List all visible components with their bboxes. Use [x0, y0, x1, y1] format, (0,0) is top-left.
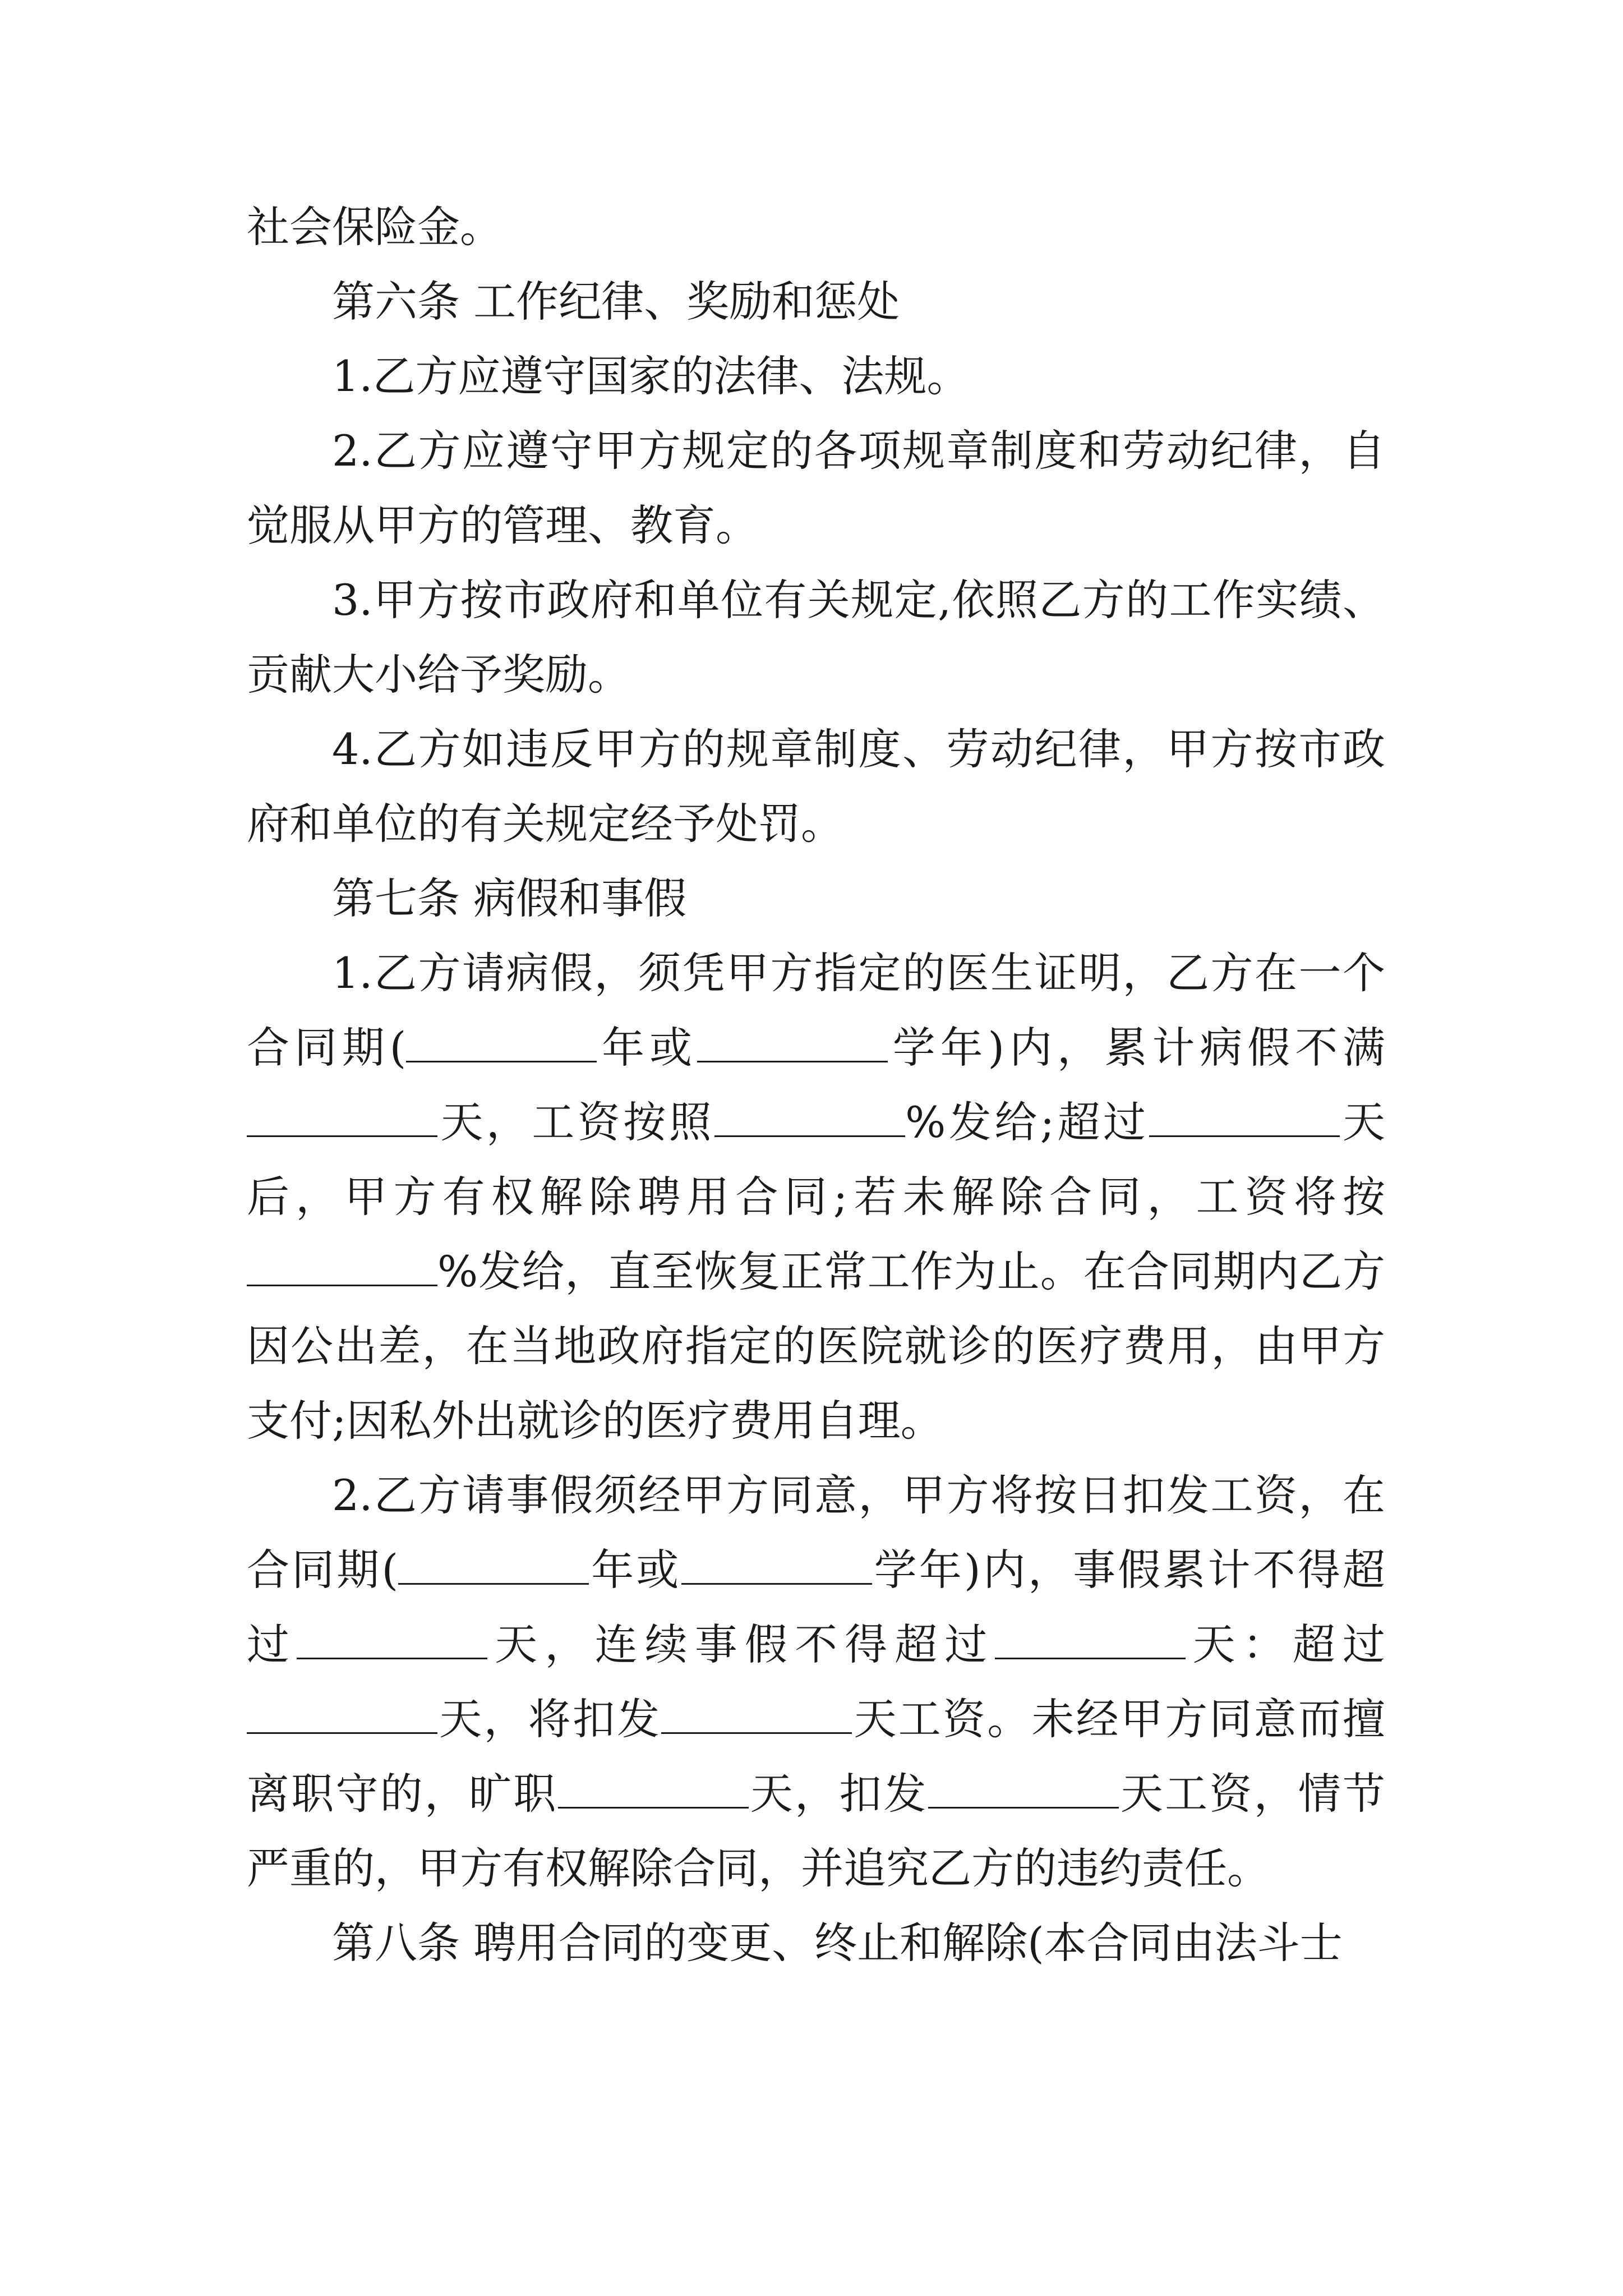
fill-in-blank[interactable]: [558, 1772, 749, 1809]
text-segment: 天，工资按照: [437, 1097, 715, 1147]
fill-in-blank[interactable]: [406, 1026, 597, 1062]
text-segment: 天工资。未经甲方同意而擅离职守的，旷职: [247, 1694, 1386, 1819]
fill-in-blank[interactable]: [297, 1623, 487, 1659]
fill-in-blank[interactable]: [247, 1250, 437, 1286]
article-7-item-1: [247, 936, 1385, 1458]
text-segment: 学年)内，累计病假不满: [887, 1023, 1385, 1073]
fill-in-blank[interactable]: [1149, 1101, 1340, 1137]
text-segment: 天，扣发: [748, 1769, 928, 1819]
text-segment: 2.乙方请事假须经甲方同意，甲方将按日扣发工资，在合同期(: [247, 1470, 1385, 1595]
fill-in-blank[interactable]: [714, 1101, 905, 1137]
fill-in-blank[interactable]: [398, 1548, 589, 1585]
article-6-heading: 第六条 工作纪律、奖励和惩处: [332, 277, 900, 326]
text-segment: 学年)内，事假累计不得超过: [247, 1545, 1386, 1669]
text-segment: 年或: [597, 1023, 697, 1073]
paragraph-continuation: 社会保险金。: [247, 202, 502, 252]
article-6-item-2: 2.乙方应遵守甲方规定的各项规章制度和劳动纪律，自觉服从甲方的管理、教育。: [247, 426, 1385, 550]
text-segment: 天，连续事假不得超过: [487, 1619, 995, 1669]
fill-in-blank[interactable]: [247, 1101, 437, 1137]
text-segment: 天：超过: [1185, 1619, 1385, 1669]
article-6-item-1: 1.乙方应遵守国家的法律、法规。: [332, 351, 970, 401]
text-segment: 天工资，情节严重的，甲方有权解除合同，并追究乙方的违约责任。: [247, 1769, 1386, 1893]
text-segment: 天，将扣发: [437, 1694, 662, 1744]
article-6-item-4: 4.乙方如违反甲方的规章制度、劳动纪律，甲方按市政府和单位的有关规定经予处罚。: [247, 724, 1385, 849]
article-7-heading: 第七条 病假和事假: [332, 873, 687, 923]
text-segment: 天后，甲方有权解除聘用合同;若未解除合同，工资将按: [247, 1097, 1386, 1222]
document-body: [247, 190, 1385, 1980]
article-8-heading: 第八条 聘用合同的变更、终止和解除(本合同由法斗士: [332, 1918, 1343, 1968]
text-segment: %发给，直至恢复正常工作为止。在合同期内乙方因公出差，在当地政府指定的医院就诊的医疗费用，由甲方支付;因私外出就诊的医疗费用自理。: [247, 1246, 1385, 1446]
text-segment: %发给;超过: [905, 1097, 1149, 1147]
article-7-item-2: [247, 1458, 1385, 1906]
text-segment: 1.乙方请病假，须凭甲方指定的医生证明，乙方在一个合同期(: [247, 948, 1385, 1073]
fill-in-blank[interactable]: [681, 1548, 872, 1585]
fill-in-blank[interactable]: [995, 1623, 1186, 1659]
fill-in-blank[interactable]: [247, 1697, 437, 1734]
text-segment: 年或: [589, 1545, 681, 1595]
fill-in-blank[interactable]: [928, 1772, 1119, 1809]
article-6-item-3: 3.甲方按市政府和单位有关规定,依照乙方的工作实绩、贡献大小给予奖励。: [247, 575, 1385, 700]
fill-in-blank[interactable]: [661, 1697, 852, 1734]
fill-in-blank[interactable]: [697, 1026, 888, 1062]
